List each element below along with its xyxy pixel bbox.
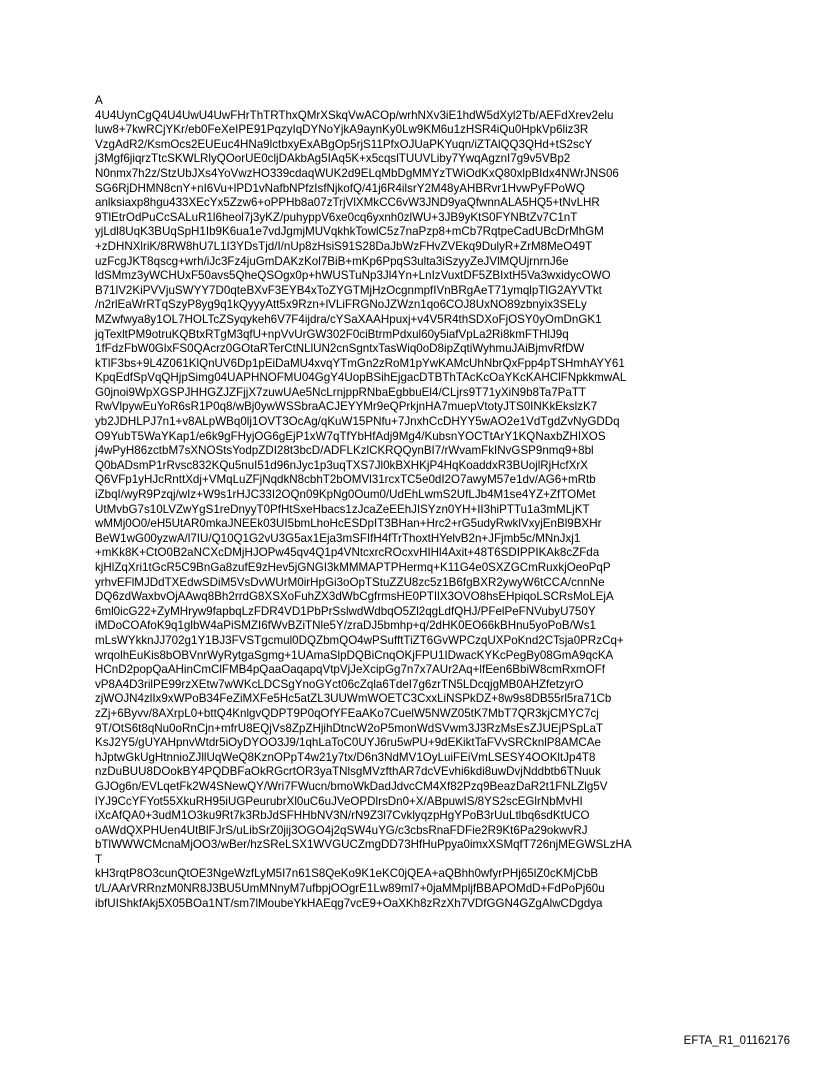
text-line: j3Mgf6jiqrzTtcSKWLRlyQOorUE0cljDAkbAg5IAq5K+x5cqslTUUVLiby7YwqAgznI7g9v5VBp2: [95, 152, 571, 166]
text-line: 6ml0icG22+ZyMHryw9fapbqLzFDR4VD1PbPrSslwdWdbqO5Zl2qgLdfQHJ/PFelPeFNVubyU750Y: [95, 604, 596, 618]
text-line: MZwfwya8y1OL7HOLTcZSyqykeh6V7F4ijdra/cYSaXAAHpuxj+v4V5R4thSDXoFjOSY0yOmDnGK1: [95, 312, 602, 326]
document-id-footer: EFTA_R1_01162176: [683, 1035, 790, 1047]
encoded-text-block: [95, 94, 735, 911]
text-line: 1fFdzFbW0GlxFS0QAcrz0GOtaRTerCtNLlUN2cnSgntxTasWiq0oD8ipZqtiWyhmuJAiBjmvRfDW: [95, 342, 585, 356]
text-line: /n2rlEaWrRTqSzyP8yg9q1kQyyyAtt5x9Rzn+lVLiFRGNoJZWzn1qo6COJ8UxNO89zbnyix3SELy: [95, 298, 587, 312]
text-line: GJOg6n/EVLqetFk2W4SNewQY/Wri7FWucn/bmoWkDadJdvcCM4Xf82Pzq9BeazDaR2t1FNLZlg5V: [95, 779, 608, 793]
text-line: O9YubT5WaYKap1/e6k9gFHyjOG6gEjP1xW7qTfYbHfAdj9Mg4/KubsnYOCTtArY1KQNaxbZHIXOS: [95, 429, 606, 443]
text-line: kjHlZqXri1tGcR5C9BnGa8zufE9zHev5jGNGI3kMMMAPTPHermq+K11G4e0SXZGCmRuxkjOeoPqP: [95, 561, 611, 574]
text-line: T: [95, 852, 103, 866]
text-line: zZj+6Byvv/8AXrpL0+bttQ4KnlgvQDPT9P0qOfYFEaAKo7CuelW5NWZ05tK7MbT7QR3kjCMYC7cj: [95, 706, 599, 720]
text-line: oAWdQXPHUen4UtBlFJrS/uLibSrZ0jij3OGO4j2qSW4uYG/c3cbsRnaFDFie2R9Kt6Pa29okwvRJ: [95, 823, 588, 837]
text-line: j4wPyH86zctbM7sXNOStsYodpZDI28t3bcD/ADFLKzlCKRQQynBI7/rWvamFkINvGSP9nmq9+8bl: [95, 444, 594, 458]
text-line: A: [95, 94, 103, 107]
text-line: yjLdl8UqK3BUqSpH1Ib9K6ua1e7vdJgmjMUVqkhkTowlC5z7naPzp8+mCb7RqtpeCadUBcDrMhGM: [95, 225, 604, 239]
text-line: KpqEdfSpVqQHjpSimg04UAPHNOFMU04GgY4UopBSihEjgacDTBThTAcKcOaYKcKAHClFNpkkmwAL: [95, 371, 627, 385]
text-line: kH3rqtP8O3cunQtOE3NgeWzfLyM5I7n61S8QeKo9K1eKC0jQEA+aQBhh0wfyrPHj65lZ0cKMjCbB: [95, 867, 599, 881]
text-line: ibfUIShkfAkj5X05BOa1NT/sm7lMoubeYkHAEqg7vcE9+OaXKh8zRzXh7VDfGGN4GZgAlwCDgdya: [95, 896, 603, 910]
text-line: iXcAfQA0+3udM1O3ku9Rt7k3RbJdSFHHbNV3N/rN9Z3l7CvklyqzpHgYPoB3rUuLtlbq6sdKtUCO: [95, 809, 590, 823]
text-line: hJptwGkUgHtnnioZJllUqWeQ8KznOPpT4w21y7tx/D6n3NdMV1OyLuiFEiVmLSESY4OOKltJp4T8: [95, 750, 596, 764]
text-line: uzFcgJKT8qscg+wrh/iJc3Fz4juGmDAKzKol7BiB+mKp6PpqS3ulta3iSzyyZeJVlMQUjrnrnJ6e: [95, 254, 569, 268]
text-line: HCnD2popQaAHinCmClFMB4pQaaOaqapqVtpVjJeXcipGg7n7x7AUr2Aq+lfEen6BbiW8cmRxmOFf: [95, 663, 606, 677]
text-line: G0jnoi9WpXGSPJHHGZJZFjjX7zuwUAe5NcLrnjppRNbaEgbbuEl4/CLjrs9T71yXiN9b8Ta7PaTT: [95, 385, 587, 399]
text-line: mLsWYkknJJ702g1Y1BJ3FVSTgcmul0DQZbmQO4wPSufftTiZT6GvWPCzqUXPoKnd2CTsja0PRzCq+: [95, 633, 624, 647]
text-line: 9TlEtrOdPuCcSALuR1l6heol7j3yKZ/puhyppV6xe0cq6yxnh0zlWU+3JB9yKtS0FYNBtZv7C1nT: [95, 210, 578, 224]
text-line: iMDoCOAfoK9q1glbW4aPiSMZI6fWvBZiTNle5Y/zraDJ5bmhp+q/2dHK0EO66kBHnu5yoPoB/Ws1: [95, 619, 596, 633]
text-line: nzDuBUU8DOokBY4PQDBFaOkRGcrtOR3yaTNlsgMVzfthAR7dcVEvhi6kdi8uwDvjNddbtb6TNuuk: [95, 765, 601, 779]
text-line: DQ6zdWaxbvOjAAwq8Bh2rrdG8XSXoFuhZX3dWbCgfrmsHE0PTIlX3OVO8hsEHpiqoLSCRsMoLEjA: [95, 590, 614, 604]
text-line: luw8+7kwRCjYKr/eb0FeXeIPE91PqzyIqDYNoYjkA9aynKy0Lw9KM6u1zHSR4iQu0HpkVp6liz3R: [95, 123, 589, 137]
text-line: Q6VFp1yHJcRnttXdj+VMqLuZFjNqdkN8cbhT2bOMVl31rcxTC5e0dI2O7awyM57e1dv/AG6+mRtb: [95, 473, 596, 487]
text-line: VzgAdR2/KsmOcs2EUEuc4HNa9lctbxyExABgOp5rjS11PfxOJUaPKYuqn/iZTAlQQ3QHd+tS2scY: [95, 137, 593, 151]
text-line: +mKk8K+CtO0B2aNCXcDMjHJOPw45qv4Q1p4VNtcxrcROcxvHIHl4Axit+48T6SDIPPIKAk8cZFda: [95, 546, 600, 560]
text-line: SG6RjDHMN8cnY+nI6Vu+lPD1vNafbNPfzIsfNjkofQ/41j6R4ilsrY2M48yAHBRvr1HvwPyFPoWQ: [95, 181, 585, 195]
text-line: vP8A4D3rilPE99rzXEtw7wWKcLDCSgYnoGYct06cZqla6TdeI7g6zrTN5LDcqjgMB0AHZfetzyrO: [95, 677, 584, 691]
text-line: RwVlpywEuYoR6sR1P0q8/wBj0ywWSSbraACJEYYMr9eQPrkjnHA7muepVtotyJTS0INKkEkslzK7: [95, 400, 598, 414]
text-line: wrqolhEuKis8bOBVnrWyRytgaSgmg+1UAmaSlpDQBiCnqOKjFPU1IDwacKYKcPegBy08GmA9qcKA: [95, 648, 614, 662]
text-line: KsJ2Y5/gUYAHpnvWtdr5iOyDYOO3J9/1qhLaToC0UYJ6ru5wPU+9dEKiktTaFVvSRCknlP8AMCAe: [95, 736, 601, 750]
text-line: UtMvbG7s10LVZwYgS1reDnyyT0PfHtSxeHbacs1zJcaZeEEhJISYzn0YH+II3hiPTTu1a3mMLjKT: [95, 502, 590, 516]
text-line: iZbqI/wyR9Pzqj/wIz+W9s1rHJC33I2OQn09KpNg0Oum0/UdEhLwmS2UfLJb4M1se4YZ+ZfTOMet: [95, 488, 596, 502]
text-line: zjWOJN4zlIx9xWPoB34FeZiMXFe5Hc5atZL3UUWmWOETC3CxxLiNSPkDZ+8w9s8DB55rl5ra71Cb: [95, 692, 612, 706]
text-line: +zDHNXlriK/8RW8hU7L1I3YDsTjd/I/nUp8zHsiS91S28DaJbWzFHvZVEkq9DulyR+ZrM8MeO49T: [95, 239, 593, 253]
text-line: lYJ9CcYFYot55XkuRH95iUGPeurubrXl0uC6uJVeOPDlrsDn0+X/ABpuwIS/8YS2scEGlrNbMvHI: [95, 794, 583, 808]
text-line: wMMj0O0/eH5UtAR0mkaJNEEk03UI5bmLhoHcESDpIT3BHan+Hrc2+rG5udyRwklVxyjEnBl9BXHr: [95, 517, 602, 531]
text-line: t/L/AArVRRnzM0NR8J3BU5UmMNnyM7ufbpjOOgrE1Lw89ml7+0jaMMpljfBBAPOMdD+FdPoPj60u: [95, 882, 605, 896]
text-line: bTlWWWCMcnaMjOO3/wBer/hzSReLSX1WVGUCZmgDD73HfHuPpya0imxXSMqfT726njMEGWSLzHA: [95, 838, 632, 852]
text-line: BeW1wG00yzwA/l7IU/Q10Q1G2vU3G5ax1Eja3mSFIfH4fTrThoxtHYelvB2n+JFjmb5c/MNnJxj1: [95, 531, 581, 545]
text-line: kTlF3bs+9L4Z061KlQnUV6Dp1pEiDaMU4xvqYTmGn2zRoM1pYwKAMcUhNbrQxFpp4pTSHmhAYY61: [95, 356, 625, 370]
text-line: yrhvEFlMJDdTXEdwSDiM5VsDvWUrM0irHpGi3oOpTStuZZU8zc5z1B6fgBXR2ywyW6tCCA/cnnNe: [95, 575, 605, 589]
text-line: 4U4UynCgQ4U4UwU4UwFHrThTRThxQMrXSkqVwACOp/wrhNXv3iE1hdW5dXyl2Tb/AEFdXrev2elu: [95, 108, 614, 122]
text-line: N0nmx7h2z/StzUbJXs4YoVwzHO339cdaqWUK2d9ELqMbDgMMYzTWiOdKxQ80xlpBIdx4NWrJNS06: [95, 166, 619, 180]
text-line: ldSMmz3yWCHUxF50avs5QheQSOgx0p+hWUSTuNp3Jl4Yn+LnIzVuxtDF5ZBIxtH5Va3wxidycOWO: [95, 269, 611, 283]
text-line: Q0bADsmP1rRvsc832KQu5nuI51d96nJyc1p3uqTXS7Jl0kBXHKjP4HqKoaddxR3BUojlRjHcfXrX: [95, 458, 588, 472]
text-line: jqTexltPM9otruKQBtxRTgM3qfU+npVvUrGW302F0ciBtrmPdxul60y5iafVpLa2Ri8kmFTHlJ9q: [95, 327, 569, 341]
text-line: B71lV2KiPVVjuSWYY7D0qteBXvF3EYB4xToZYGTMjHzOcgnmpfIVnBRgAeT71ymqlpTlG2AYVTkt: [95, 283, 602, 297]
text-line: 9T/OtS6t8qNu0oRnCjn+mfrU8EQjVs8ZpZHjihDtncW2oP5monWdSVwm3J3RzMsEsZJUEjPSpLaT: [95, 721, 604, 735]
text-line: anlksiaxp8hgu433XEcYx5Zzw6+oPPHb8a07zTrjVlXMkCC6vW3JND9yaQfwnnALA5HQ5+tNvLHR: [95, 196, 600, 210]
text-line: yb2JDHLPJ7n1+v8ALpWBq0lj1OVT3OcAg/qKuW15PNfu+7JnxhCcDHYY5wAO2e1VdTgdZvNyGDDq: [95, 415, 620, 429]
